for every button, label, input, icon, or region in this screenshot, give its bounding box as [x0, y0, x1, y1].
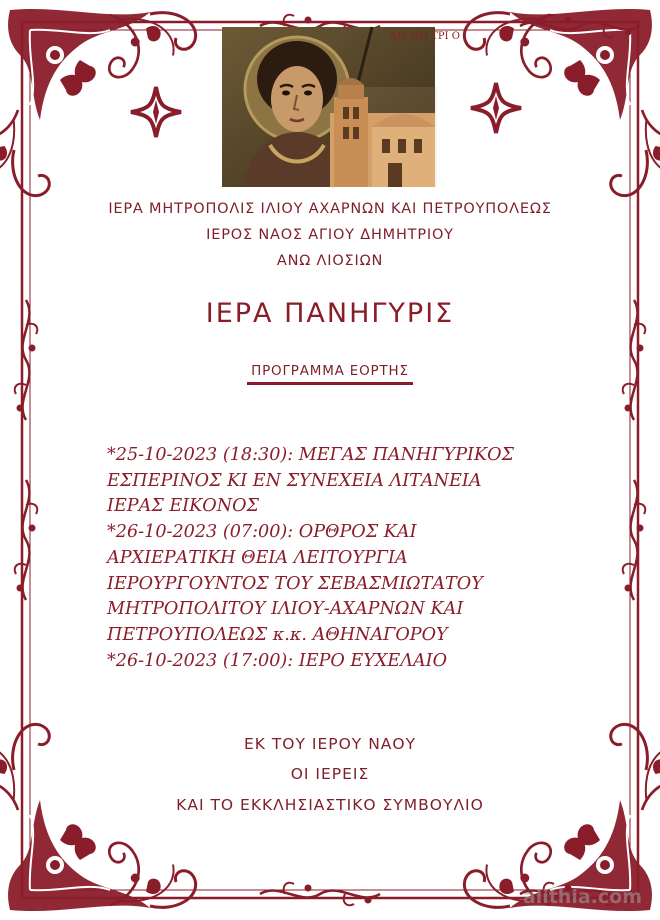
metropolis-name: ΙΕΡΑ ΜΗΤΡΟΠΟΛΙΣ ΙΛΙΟΥ ΑΧΑΡΝΩΝ ΚΑΙ ΠΕΤΡΟΥΠΟΛΕΩΣ	[108, 201, 552, 217]
program-line: ΜΗΤΡΟΠΟΛΙΤΟΥ ΙΛΙΟΥ-ΑΧΑΡΝΩΝ ΚΑΙ	[107, 599, 464, 620]
program-line: ΑΡΧΙΕΡΑΤΙΚΗ ΘΕΙΑ ΛΕΙΤΟΥΡΓΙΑ	[107, 547, 408, 568]
program-line: ΠΕΤΡΟΥΠΟΛΕΩΣ κ.κ. ΑΘΗΝΑΓΟΡΟΥ	[107, 624, 448, 645]
program-line: *25-10-2023 (18:30): ΜΕΓΑΣ ΠΑΝΗΓΥΡΙΚΟΣ	[107, 445, 514, 465]
corner-ornament-top-left	[0, 9, 196, 196]
icon-inscription: ΔΗ ΜΗ ΤΡΙ Ο	[390, 31, 460, 42]
program-schedule	[107, 443, 577, 674]
corner-ornament-top-right	[464, 9, 660, 196]
saint-icon-image	[222, 27, 460, 187]
star-ornament-right	[471, 83, 521, 133]
footer-line-priests: ΟΙ ΙΕΡΕΙΣ	[290, 765, 370, 783]
program-line: ΙΕΡΑΣ ΕΙΚΟΝΟΣ	[107, 496, 259, 517]
program-line: *26-10-2023 (17:00): ΙΕΡΟ ΕΥΧΕΛΑΙΟ	[107, 650, 448, 671]
star-ornament-left	[131, 87, 181, 137]
watermark: alithia.com	[522, 886, 642, 908]
church-name: ΙΕΡΟΣ ΝΑΟΣ ΑΓΙΟΥ ΔΗΜΗΤΡΙΟΥ	[206, 227, 454, 243]
program-line: ΕΣΠΕΡΙΝΟΣ ΚΙ ΕΝ ΣΥΝΕΧΕΙΑ ΛΙΤΑΝΕΙΑ	[107, 470, 482, 491]
location-name: ΑΝΩ ΛΙΟΣΙΩΝ	[276, 253, 384, 269]
program-subtitle: ΠΡΟΓΡΑΜΜΑ ΕΟΡΤΗΣ	[247, 363, 413, 385]
program-line: ΙΕΡΟΥΡΓΟΥΝΤΟΣ ΤΟΥ ΣΕΒΑΣΜΙΩΤΑΤΟΥ	[107, 573, 483, 594]
subtitle-wrapper	[0, 360, 660, 385]
footer-line-council: ΚΑΙ ΤΟ ΕΚΚΛΗΣΙΑΣΤΙΚΟ ΣΥΜΒΟΥΛΙΟ	[176, 796, 484, 814]
program-line: *26-10-2023 (07:00): ΟΡΘΡΟΣ ΚΑΙ	[107, 522, 417, 543]
page-title: ΙΕΡΑ ΠΑΝΗΓΥΡΙΣ	[205, 298, 455, 329]
footer-line-church: ΕΚ ΤΟΥ ΙΕΡΟΥ ΝΑΟΥ	[243, 735, 417, 753]
